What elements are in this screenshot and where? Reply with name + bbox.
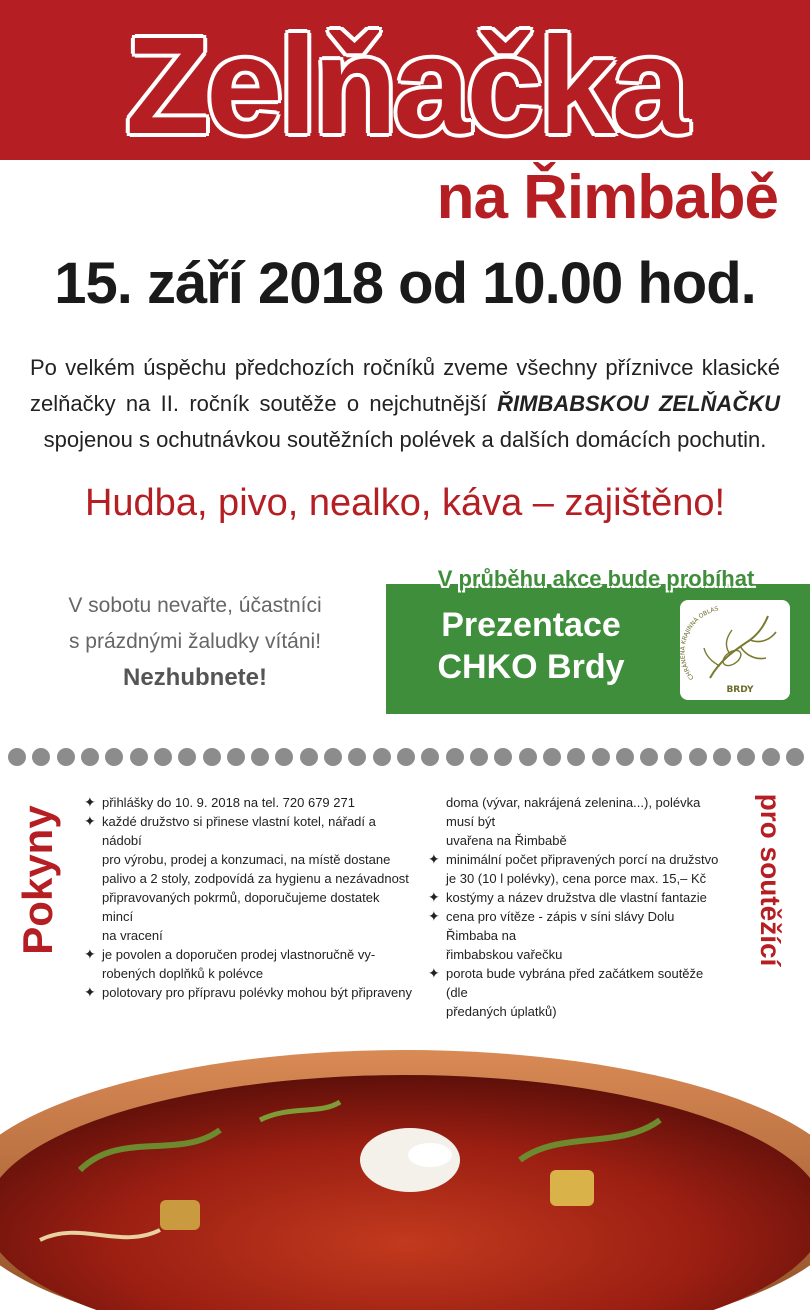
four-point-star-icon: ✦ [84, 813, 96, 829]
divider-dot [592, 748, 610, 766]
divider-dot [737, 748, 755, 766]
four-point-star-icon: ✦ [84, 946, 96, 962]
rules-list-2 [428, 793, 728, 1021]
rule-text: řimbabskou vařečku [446, 947, 563, 962]
rule-text: připravovaných pokrmů, doporučujeme dostatek mincí [102, 890, 380, 924]
crayfish-logo-icon [680, 600, 790, 700]
rules-column-1 [84, 793, 414, 1002]
divider-dot [762, 748, 780, 766]
rule-text: doma (vývar, nakrájená zelenina...), polévka musí být [446, 795, 701, 829]
rule-item-continuation [84, 888, 414, 926]
divider-dot [81, 748, 99, 766]
divider-dot [300, 748, 318, 766]
rule-item-continuation [84, 850, 414, 869]
rule-item [428, 888, 728, 907]
divider-dot [8, 748, 26, 766]
rule-item [84, 983, 414, 1002]
divider-dot [786, 748, 804, 766]
rule-text: je povolen a doporučen prodej vlastnoručně vy- [102, 947, 376, 962]
event-date: 15. září 2018 od 10.00 hod. [54, 251, 756, 316]
divider-dot [275, 748, 293, 766]
divider-dot [178, 748, 196, 766]
divider-dot [713, 748, 731, 766]
intro-highlight: ŘIMBABSKOU ZELŇAČKU [497, 391, 780, 416]
four-point-star-icon: ✦ [84, 984, 96, 1000]
rule-item-continuation [84, 869, 414, 888]
rule-item-continuation [84, 926, 414, 945]
divider-dot [227, 748, 245, 766]
rule-text: pro výrobu, prodej a konzumaci, na místě dostane [102, 852, 391, 867]
four-point-star-icon: ✦ [428, 889, 440, 905]
rule-text: předaných úplatků) [446, 1004, 557, 1019]
divider-dot [397, 748, 415, 766]
left-note-line-2: s prázdnými žaludky vítáni! [68, 630, 322, 653]
poster-subtitle: na Řimbabě [436, 163, 778, 232]
divider-dot [324, 748, 342, 766]
divider-dot [640, 748, 658, 766]
divider-dot [519, 748, 537, 766]
rule-text: je 30 (10 l polévky), cena porce max. 15,– Kč [446, 871, 707, 886]
presentation-title-line-1: Prezentace [441, 606, 621, 644]
rules-label-left: Pokyny [14, 805, 61, 955]
rule-item [428, 964, 728, 1002]
rule-item [84, 793, 414, 812]
rule-text: minimální počet připravených porcí na družstvo [446, 852, 719, 867]
rule-text: uvařena na Řimbabě [446, 833, 567, 848]
logo-arc-text [680, 600, 719, 681]
divider-dot [494, 748, 512, 766]
divider-dot [446, 748, 464, 766]
divider-dot [251, 748, 269, 766]
logo-bottom-text: BRDY [726, 685, 754, 695]
chko-brdy-logo [680, 600, 790, 700]
left-note-line-3: Nezhubnete! [123, 664, 267, 691]
divider-dot [57, 748, 75, 766]
poster-title: Zelňačka [125, 9, 685, 163]
rule-item-continuation [428, 831, 728, 850]
dotted-divider [8, 746, 804, 768]
divider-dot [105, 748, 123, 766]
presentation-title-line-2: CHKO Brdy [437, 648, 625, 686]
divider-dot [664, 748, 682, 766]
rule-text: polotovary pro přípravu polévky mohou být připraveny [102, 985, 412, 1000]
rule-text: kostýmy a název družstva dle vlastní fantazie [446, 890, 707, 905]
rule-item-continuation [84, 964, 414, 983]
rule-item-continuation [428, 945, 728, 964]
rule-text: přihlášky do 10. 9. 2018 na tel. 720 679 271 [102, 795, 355, 810]
rule-text: robených doplňků k polévce [102, 966, 264, 981]
divider-dot [373, 748, 391, 766]
presentation-title [396, 604, 666, 688]
rule-item [428, 850, 728, 869]
rules-list-1 [84, 793, 414, 1002]
divider-dot [470, 748, 488, 766]
intro-paragraph [30, 350, 780, 458]
logo-arc-textpath: CHRÁNĚNÁ KRAJINNÁ OBLAS [680, 605, 720, 682]
rule-item [84, 945, 414, 964]
rule-text: cena pro vítěze - zápis v síni slávy Dolu Řimbaba na [446, 909, 675, 943]
divider-dot [32, 748, 50, 766]
divider-dot [616, 748, 634, 766]
rule-text: palivo a 2 stoly, zodpovídá za hygienu a nezávadnost [102, 871, 409, 886]
divider-dot [567, 748, 585, 766]
rule-text: na vracení [102, 928, 163, 943]
left-note [30, 588, 360, 696]
rule-item [428, 907, 728, 945]
divider-dot [154, 748, 172, 766]
rule-item-continuation [428, 869, 728, 888]
rule-item [84, 812, 414, 850]
rules-column-2 [428, 793, 728, 1021]
divider-dot [130, 748, 148, 766]
rule-text: každé družstvo si přinese vlastní kotel, nářadí a nádobí [102, 814, 376, 848]
divider-dot [543, 748, 561, 766]
divider-dot [348, 748, 366, 766]
divider-dot [421, 748, 439, 766]
intro-text-1: Po velkém úspěchu předchozích ročníků zveme všechny příznivce klasické zelňačky na II. ročník soutěže o nejchutnější [30, 355, 780, 416]
rules-label-right: pro soutěžící [755, 793, 786, 967]
divider-dot [689, 748, 707, 766]
rule-text: porota bude vybrána před začátkem soutěže (dle [446, 966, 704, 1000]
four-point-star-icon: ✦ [428, 908, 440, 924]
tagline: Hudba, pivo, nealko, káva – zajištěno! [84, 482, 726, 524]
presentation-heading: V průběhu akce bude probíhat [437, 566, 755, 591]
left-note-line-1: V sobotu nevařte, účastníci [68, 594, 322, 617]
divider-dot [203, 748, 221, 766]
four-point-star-icon: ✦ [428, 965, 440, 981]
intro-text-2: spojenou s ochutnávkou soutěžních polévek a dalších domácích pochutin. [43, 427, 767, 452]
rule-item-continuation [428, 793, 728, 831]
soup-bowl-image [0, 1010, 810, 1310]
four-point-star-icon: ✦ [84, 794, 96, 810]
four-point-star-icon: ✦ [428, 851, 440, 867]
